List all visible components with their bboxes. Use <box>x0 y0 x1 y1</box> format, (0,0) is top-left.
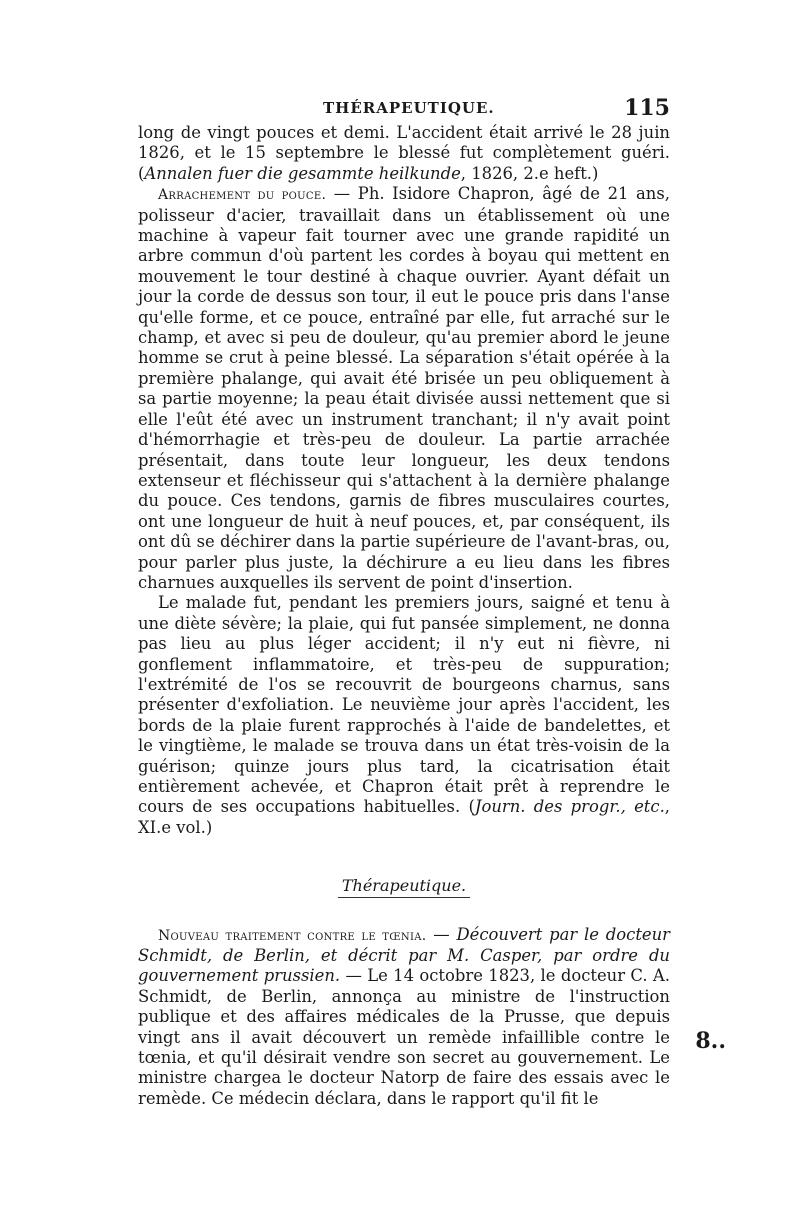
paragraph-heading: Nouveau traitement contre le tœnia. <box>158 927 427 944</box>
paragraph-subtitle: Découvert par le docteur Schmidt, de Berlin, et décrit par M. Casper, par ordre du gouvernement prussien. <box>138 924 671 986</box>
heading-dash: — <box>426 924 457 944</box>
running-title: THÉRAPEUTIQUE. <box>323 99 495 117</box>
citation-tail: , 1826, 2.e heft.) <box>460 163 599 183</box>
section-title: Thérapeutique. <box>138 876 670 896</box>
citation-tail: , XI.e vol.) <box>138 797 670 837</box>
paragraph-text: Le malade fut, pendant les premiers jours, saigné et tenu à une diète sévère; la plaie, qui fut pansée simplement, ne donna pas lieu au plus léger accident; il n'y eut ni fièvre, ni gonflement inflammatoire, et très-peu de suppuration; l'extrémité de l'os se recouvrit de bourgeons charnus, sans présenter d'exfoliation. Le neuvième jour après l'accident, les bords de la plaie furent rapprochés à l'aide de bandelettes, et le vingtième, le malade se trouva dans un état très-voisin de la guérison; quinze jours plus tard, la cicatrisation était entièrement achevée, et Chapron était prêt à reprendre le cours de ses occupations habituelles. ( <box>138 593 670 817</box>
paragraph-heading: Arrachement du pouce. <box>158 187 327 204</box>
paragraph-arrachement <box>138 184 670 593</box>
paragraph-continuation <box>138 123 670 184</box>
body-text <box>138 123 670 1109</box>
citation-title: Annalen fuer die gesammte heilkunde <box>144 163 461 183</box>
paragraph-text: — Ph. Isidore Chapron, âgé de 21 ans, polisseur d'acier, travaillait dans un établissement où une machine à vapeur fait tourner avec une grande rapidité un arbre commun d'où partent les cordes à boyau qui mettent en mouvement le tour destiné à chaque ouvrier. Ayant défait un jour la corde de dessus son tour, il eut le pouce pris dans l'anse qu'elle forme, et ce pouce, entraîné par elle, fut arraché sur le champ, et avec si peu de douleur, qu'au premier abord le jeune homme se crut à peine blessé. La séparation s'était opérée à la première phalange, qui avait été brisée un peu obliquement à sa partie moyenne; la peau était divisée aussi nettement que si elle l'eût été avec un instrument tranchant; il n'y avait point d'hémorrhagie et très-peu de douleur. La partie arrachée présentait, dans toute leur longueur, les deux tendons extenseur et fléchisseur qui s'attachent à la dernière phalange du pouce. Ces tendons, garnis de fibres musculaires courtes, ont une longueur de huit à neuf pouces, et, par conséquent, ils ont dû se déchirer dans la partie supérieure de l'avant-bras, ou, pour parler plus juste, la déchirure a eu lieu dans les fibres charnues auxquelles ils servent de point d'insertion. <box>138 184 670 592</box>
paragraph-text: — Le 14 octobre 1823, le docteur C. A. Schmidt, de Berlin, annonça au ministre de l'instruction publique et des affaires médicales de la Prusse, que depuis vingt ans il avait découvert un remède infaillible contre le tœnia, et qu'il désirait vendre son secret au gouvernement. Le ministre chargea le docteur Natorp de faire des essais avec le remède. Ce médecin déclara, dans le rapport qu'il fit le <box>138 966 670 1108</box>
page-header <box>138 95 670 123</box>
paragraph-toenia <box>138 925 670 1110</box>
page-number: 115 <box>624 95 670 121</box>
paragraph-text: long de vingt pouces et demi. L'accident était arrivé le 28 juin 1826, et le 15 septembre le blessé fut complètement guéri. ( <box>138 123 670 183</box>
citation-title: Journ. des progr., etc. <box>474 797 665 817</box>
page <box>138 95 670 1109</box>
paragraph-malade <box>138 593 670 838</box>
signature-mark: 8.. <box>695 1028 726 1054</box>
